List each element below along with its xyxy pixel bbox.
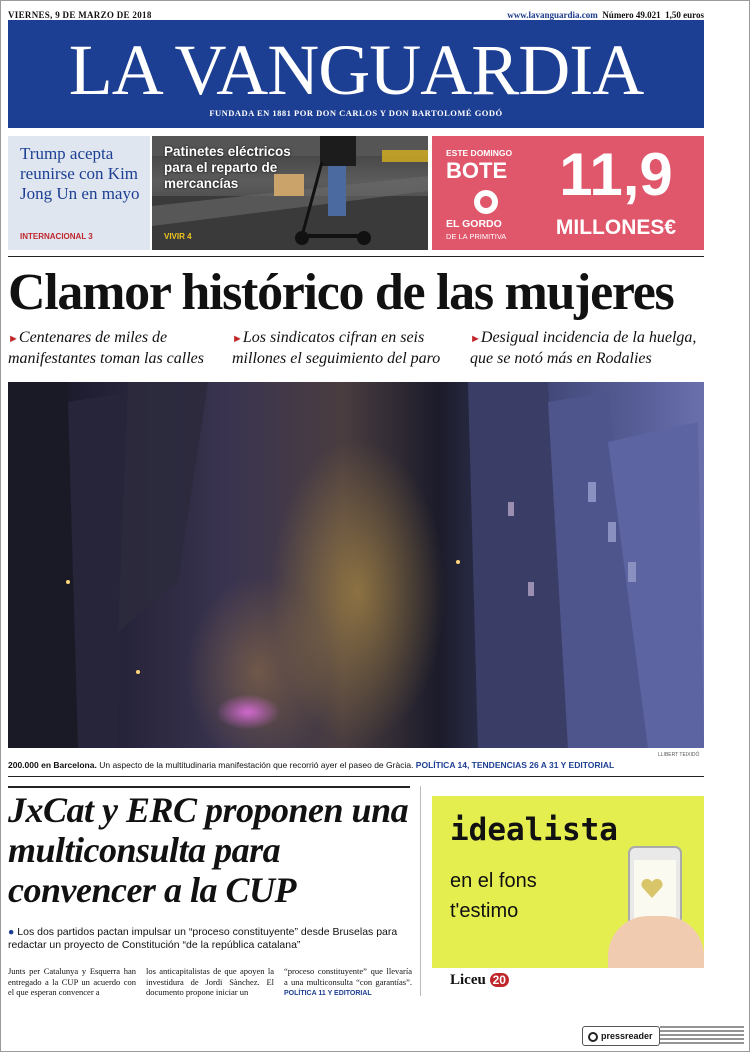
ad-line-2: t'estimo <box>450 900 519 922</box>
sponsor-name: Liceu <box>450 972 486 988</box>
pressreader-badge[interactable] <box>582 1026 660 1046</box>
founded-line: FUNDADA EN 1881 POR DON CARLOS Y DON BARTOLOMÉ GODÓ <box>209 108 503 118</box>
lottery-unit: MILLONES€ <box>555 216 677 239</box>
teaser-section: INTERNACIONAL 3 <box>20 232 93 241</box>
teaser-vivir[interactable] <box>152 136 428 250</box>
idealista-ad[interactable] <box>432 796 704 968</box>
second-deck <box>8 926 414 952</box>
caption-lead: 200.000 en Barcelona. <box>8 760 97 770</box>
bullet-icon: ● <box>8 926 15 938</box>
lottery-logo-icon <box>474 190 498 214</box>
ad-line-1: en el fons <box>450 870 537 892</box>
lottery-amount: 11,9 <box>559 141 673 208</box>
lottery-game-sub: DE LA PRIMITIVA <box>446 232 507 241</box>
teaser-section: VIVIR 4 <box>164 232 192 241</box>
issue-info <box>507 10 704 20</box>
body-col-2: los anticapitalistas de que apoyen la investidura de Jordi Sànchez. El documento propone iniciar un <box>146 966 274 997</box>
photo-caption <box>8 760 704 771</box>
newspaper-logo: LA VANGUARDIA <box>68 30 644 110</box>
photo-credit: LLIBERT TEIXIDÓ <box>658 752 700 758</box>
lottery-banner[interactable] <box>432 136 704 250</box>
pressreader-info <box>660 1026 744 1046</box>
story-rule <box>8 786 410 788</box>
caption-text: Un aspecto de la multitudinaria manifestación que recorrió ayer el paseo de Gràcia. <box>99 760 414 770</box>
lead-sub-1 <box>8 328 238 368</box>
lottery-game: EL GORDO <box>446 218 502 230</box>
issue-price: 1,50 euros <box>665 10 704 20</box>
sub-text: Desigual incidencia de la huelga, que se notó más en Rodalies <box>470 329 697 367</box>
triangle-icon: ► <box>470 333 481 345</box>
divider <box>8 776 704 777</box>
lead-sub-3 <box>470 328 700 368</box>
heart-icon <box>640 878 664 898</box>
divider <box>8 256 704 257</box>
triangle-icon: ► <box>8 333 19 345</box>
teaser-international[interactable] <box>8 136 150 250</box>
lottery-bote: BOTE <box>446 158 508 183</box>
triangle-icon: ► <box>232 333 243 345</box>
second-headline[interactable]: JxCat y ERC proponen una multiconsulta para convencer a la CUP <box>8 790 409 910</box>
sub-text: Centenares de miles de manifestantes toman las calles <box>8 329 204 367</box>
masthead[interactable] <box>8 20 704 128</box>
issue-date: VIERNES, 9 DE MARZO DE 2018 <box>8 10 152 20</box>
pressreader-icon <box>588 1032 598 1042</box>
teaser-title: Trump acepta reunirse con Kim Jong Un en mayo <box>20 144 140 203</box>
photo-buildings <box>8 382 704 748</box>
issue-number: Número 49.021 <box>602 10 661 20</box>
lead-sub-2 <box>232 328 462 368</box>
sponsor-number: 20 <box>490 973 509 987</box>
pressreader-label: pressreader <box>601 1031 653 1041</box>
deck-text: Los dos partidos pactan impulsar un “proceso constituyente” desde Bruselas para redactar un proyecto de Constitución “de la república catalana” <box>8 926 398 951</box>
body-col-1: Junts per Catalunya y Esquerra han entregado a la CUP un acuerdo con el que esperan convencer a <box>8 966 136 997</box>
sponsor-logo <box>450 972 509 989</box>
column-divider <box>420 786 421 996</box>
sub-text: Los sindicatos cifran en seis millones el seguimiento del paro <box>232 329 441 367</box>
ad-brand: idealista <box>450 812 618 848</box>
hand-graphic <box>608 916 704 968</box>
caption-ref[interactable]: POLÍTICA 14, TENDENCIAS 26 A 31 Y EDITORIAL <box>415 760 615 770</box>
story-ref[interactable]: POLÍTICA 11 Y EDITORIAL <box>284 990 372 997</box>
lead-photo[interactable] <box>8 382 704 748</box>
website-link[interactable]: www.lavanguardia.com <box>507 10 598 20</box>
body-text: “proceso constituyente” que llevaría a una multiconsulta “con garantías”. <box>284 966 412 987</box>
body-col-3 <box>284 966 412 1000</box>
lead-headline[interactable]: Clamor histórico de las mujeres <box>8 264 674 321</box>
teaser-title: Patinetes eléctricos para el reparto de mercancías <box>164 144 291 191</box>
lottery-pre: ESTE DOMINGO <box>446 148 513 158</box>
